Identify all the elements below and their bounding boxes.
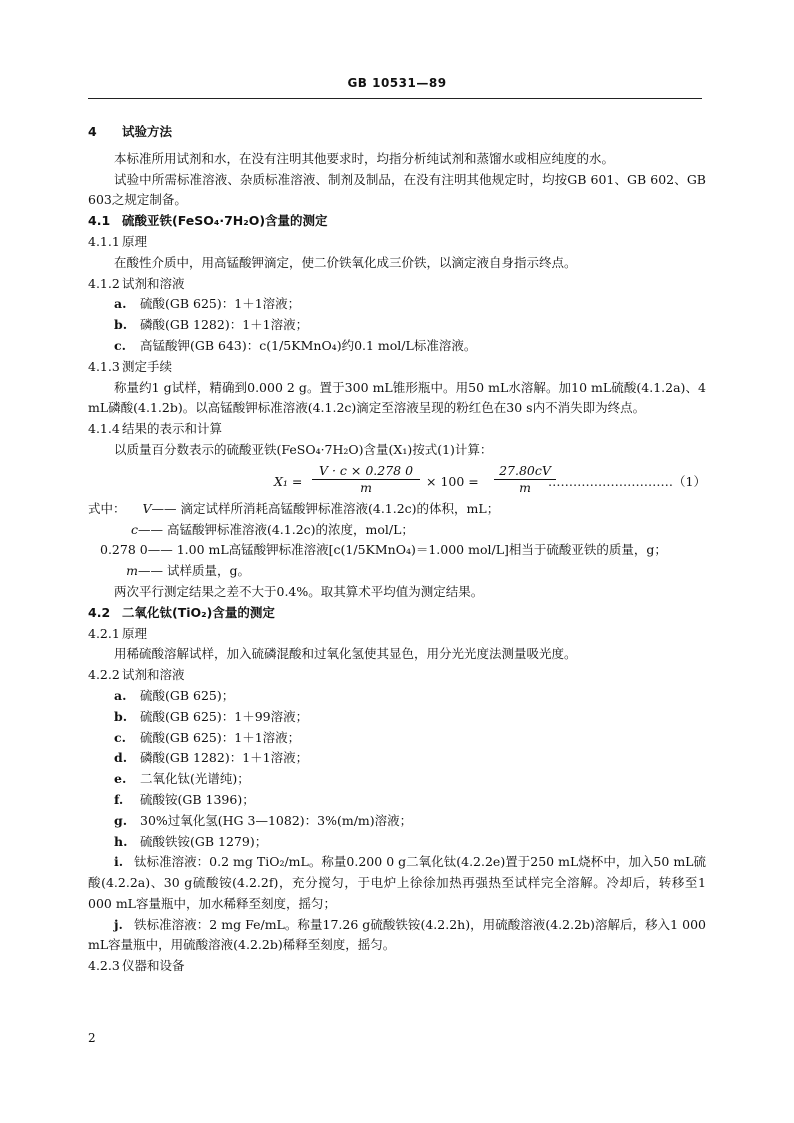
section-4-1-3-heading [88, 357, 706, 378]
definition-symbol: m [126, 563, 138, 579]
section-4-1-2-heading [88, 274, 706, 295]
formula-lhs: X₁ = [274, 473, 303, 489]
definition-row [88, 561, 706, 582]
item-label: c. [114, 337, 126, 353]
item-text: 硫酸铁铵(GB 1279)； [140, 833, 268, 849]
reagent-list-4-1-2 [88, 294, 706, 356]
section-title: 测定手续 [122, 358, 173, 374]
where-label: 式中： [88, 500, 126, 516]
list-item [88, 686, 706, 707]
list-item-long [88, 915, 706, 957]
procedure-paragraph: 称量约1 g试样，精确到0.000 2 g。置于300 mL锥形瓶中。用50 mL水溶解。加10 mL硫酸(4.1.2a)、4 mL磷酸(4.1.2b)。以高锰酸钾标准溶液(4.1.2c)滴定至溶液呈现的粉红色在30 s内不消失即为终点。 [88, 379, 706, 416]
list-item [88, 790, 706, 811]
list-item [88, 811, 706, 832]
intro-paragraph-2: 试验中所需标准溶液、杂质标准溶液、制剂及制品，在没有注明其他规定时，均按GB 601、GB 602、GB 603之规定制备。 [88, 171, 706, 208]
definition-symbol: V [142, 500, 152, 516]
section-number: 4 [88, 124, 97, 139]
variable-definitions [88, 499, 706, 582]
calculation-intro: 以质量百分数表示的硫酸亚铁(FeSO₄·7H₂O)含量(X₁)按式(1)计算： [114, 441, 493, 457]
list-item [88, 748, 706, 769]
section-4-1-heading [88, 211, 706, 232]
item-label: a. [114, 687, 127, 703]
item-text: 钛标准溶液：0.2 mg TiO₂/mL。称量0.200 0 g二氧化钛(4.2.2e)置于250 mL烧杯中，加入50 mL硫酸(4.2.2a)、30 g硫酸铵(4.2.2f)，充分搅匀，于电炉上徐徐加热再强热至试样完全溶解。冷却后，转移至1 000 mL容量瓶中，加水稀释至刻度，摇匀； [88, 854, 706, 911]
item-text: 硫酸(GB 625)； [140, 687, 235, 703]
section-number: 4.2.1 [88, 625, 120, 641]
item-label: c. [114, 729, 126, 745]
list-item [88, 315, 706, 336]
section-number: 4.1.2 [88, 275, 120, 291]
item-label: b. [114, 317, 128, 333]
item-text: 铁标准溶液：2 mg Fe/mL。称量17.26 g硫酸铁铵(4.2.2h)，用硫酸溶液(4.2.2b)溶解后，移入1 000 mL容量瓶中，用硫酸溶液(4.2.2b)稀释至刻度，摇匀。 [88, 916, 706, 953]
definition-row [88, 499, 706, 520]
section-title: 结果的表示和计算 [122, 421, 223, 437]
section-number: 4.1 [88, 213, 111, 229]
section-number: 4.1.3 [88, 358, 120, 374]
section-title: 二氧化钛(TiO₂)含量的测定 [122, 604, 275, 620]
item-text: 磷酸(GB 1282)：1＋1溶液； [140, 750, 309, 766]
definition-row [88, 540, 706, 561]
list-item [88, 832, 706, 853]
section-title: 试剂和溶液 [122, 667, 185, 683]
reagent-list-4-2-2 [88, 686, 706, 956]
item-text: 硫酸(GB 625)：1＋1溶液； [140, 729, 301, 745]
item-label: h. [114, 833, 128, 849]
formula-numerator: V · c × 0.278 0 [312, 463, 420, 480]
item-text: 硫酸(GB 625)：1＋1溶液； [140, 296, 301, 312]
item-text: 高锰酸钾(GB 643)：c(1/5KMnO₄)约0.1 mol/L标准溶液。 [140, 337, 477, 353]
equation-number: …………………………（1） [548, 473, 706, 489]
item-label: a. [114, 296, 127, 312]
section-number: 4.1.1 [88, 233, 120, 249]
section-number: 4.1.4 [88, 421, 120, 437]
page-header: GB 10531—89 [347, 76, 447, 90]
item-label: e. [114, 771, 127, 787]
section-number: 4.2.3 [88, 958, 120, 974]
principle-paragraph-2: 用稀硫酸溶解试样，加入硫磷混酸和过氧化氢使其显色，用分光光度法测量吸光度。 [114, 646, 577, 662]
section-title: 原理 [122, 233, 148, 249]
section-4-heading [88, 122, 706, 143]
list-item [88, 294, 706, 315]
section-4-1-1-heading [88, 232, 706, 253]
formula-fraction-1 [312, 463, 420, 496]
section-title: 试剂和溶液 [122, 275, 185, 291]
item-label: b. [114, 708, 128, 724]
section-4-2-3-heading [88, 956, 706, 977]
list-item-long [88, 852, 706, 914]
section-4-2-heading [88, 603, 706, 624]
section-title: 仪器和设备 [122, 958, 185, 974]
definition-row [88, 520, 706, 541]
item-label: i. [114, 854, 124, 870]
section-title: 试验方法 [122, 124, 173, 139]
definition-text: —— 滴定试样所消耗高锰酸钾标准溶液(4.1.2c)的体积，mL； [151, 500, 500, 516]
item-label: j. [114, 916, 123, 932]
list-item [88, 336, 706, 357]
item-label: g. [114, 812, 128, 828]
item-text: 二氧化钛(光谱纯)； [140, 771, 250, 787]
section-4-1-4-heading [88, 419, 706, 440]
item-label: d. [114, 750, 128, 766]
definition-symbol: c [130, 521, 138, 537]
list-item [88, 728, 706, 749]
principle-paragraph: 在酸性介质中，用高锰酸钾滴定，使二价铁氧化成三价铁，以滴定液自身指示终点。 [114, 254, 577, 270]
header-rule [88, 98, 702, 99]
item-text: 磷酸(GB 1282)：1＋1溶液； [140, 317, 309, 333]
section-4-2-2-heading [88, 665, 706, 686]
item-label: f. [114, 791, 124, 807]
section-title: 原理 [122, 625, 148, 641]
section-4-2-1-heading [88, 624, 706, 645]
formula-numerator: 27.80cV [494, 463, 556, 480]
precision-paragraph: 两次平行测定结果之差不大于0.4%。取其算术平均值为测定结果。 [114, 583, 484, 599]
item-text: 硫酸铵(GB 1396)； [140, 791, 255, 807]
definition-text: —— 1.00 mL高锰酸钾标准溶液[c(1/5KMnO₄)＝1.000 mol/L]相当于硫酸亚铁的质量，g； [147, 542, 667, 558]
formula-middle: × 100 = [426, 473, 479, 489]
definition-text: —— 试样质量，g。 [138, 563, 250, 579]
document-body [88, 112, 706, 977]
item-text: 硫酸(GB 625)：1＋99溶液； [140, 708, 309, 724]
intro-paragraph-1: 本标准所用试剂和水，在没有注明其他要求时，均指分析纯试剂和蒸馏水或相应纯度的水。 [114, 150, 615, 166]
formula-denominator: m [360, 479, 372, 495]
section-number: 4.2 [88, 604, 111, 620]
item-text: 30%过氧化氢(HG 3—1082)：3%(m/m)溶液； [140, 812, 413, 828]
list-item [88, 769, 706, 790]
formula-1 [88, 463, 706, 499]
definition-symbol: 0.278 0 [100, 542, 148, 558]
formula-denominator: m [519, 479, 531, 495]
section-title: 硫酸亚铁(FeSO₄·7H₂O)含量的测定 [122, 213, 328, 229]
page-number: 2 [88, 1031, 96, 1045]
list-item [88, 707, 706, 728]
definition-text: —— 高锰酸钾标准溶液(4.1.2c)的浓度，mol/L； [138, 521, 414, 537]
section-number: 4.2.2 [88, 667, 120, 683]
